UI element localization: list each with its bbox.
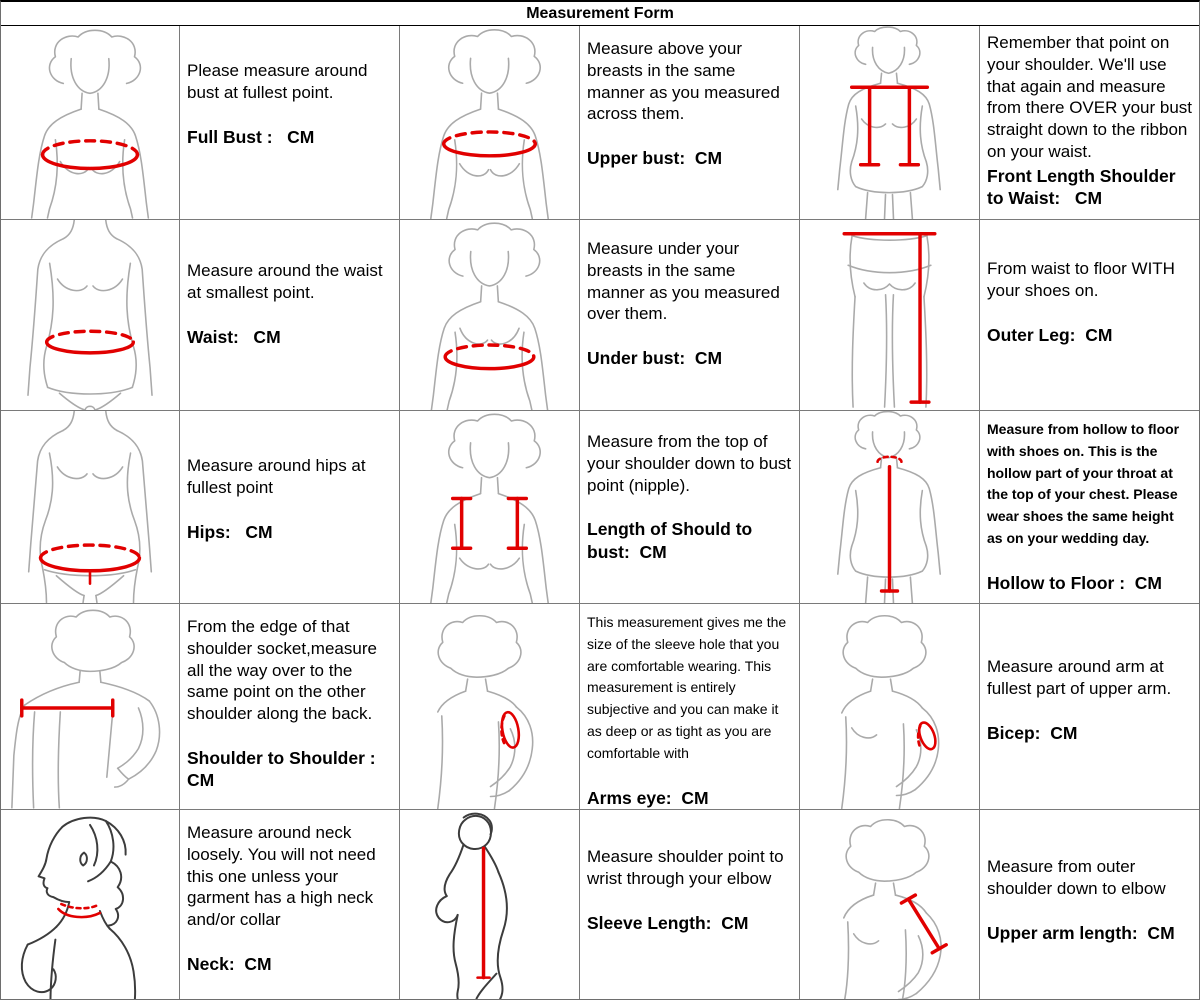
neck-figure bbox=[1, 810, 179, 1000]
figure-cell-sleeve-length bbox=[400, 810, 580, 1000]
text-cell-waist bbox=[180, 220, 400, 410]
figure-cell-bicep bbox=[800, 604, 980, 809]
measurement-label: Shoulder to Shoulder : CM bbox=[187, 747, 381, 791]
measurement-label: Outer Leg: CM bbox=[987, 324, 1113, 345]
row-1 bbox=[1, 26, 1199, 220]
row-3 bbox=[1, 411, 1199, 604]
outer-leg-figure bbox=[800, 220, 979, 410]
text-cell-outer-leg bbox=[980, 220, 1199, 410]
bicep-figure bbox=[800, 604, 979, 809]
shoulder-to-shoulder-figure bbox=[1, 604, 179, 809]
measurement-label: Length of Should to bust: CM bbox=[587, 519, 758, 562]
measurement-label: Sleeve Length: CM bbox=[587, 912, 749, 933]
measurement-label: Upper arm length: CM bbox=[987, 922, 1175, 943]
measurement-label: Upper bust: CM bbox=[587, 148, 723, 168]
measurement-description: This measurement gives me the size of the sleeve hole that you are comfortable wearing. This measurement is entirely subjective and you can make it as deep or as tight as you are comfortable with bbox=[587, 614, 791, 761]
figure-cell-under-bust bbox=[400, 220, 580, 410]
text-cell-sleeve-length bbox=[580, 810, 800, 1000]
row-2 bbox=[1, 220, 1199, 411]
measurement-description: Measure around arm at fullest part of upper arm. bbox=[987, 657, 1172, 698]
text-cell-shoulder-to-shoulder bbox=[180, 604, 400, 809]
text-cell-arms-eye bbox=[580, 604, 800, 809]
figure-cell-shoulder-to-bust bbox=[400, 411, 580, 603]
text-cell-bicep bbox=[980, 604, 1199, 809]
text-cell-upper-bust bbox=[580, 26, 800, 219]
page-title: Measurement Form bbox=[1, 2, 1199, 26]
hips-figure bbox=[1, 411, 179, 603]
measurement-description: Measure from hollow to floor with shoes on. This is the hollow part of your throat at the top of your chest. Please wear shoes the same height as on your wedding day. bbox=[987, 421, 1184, 547]
figure-cell-upper-bust bbox=[400, 26, 580, 219]
figure-cell-neck bbox=[1, 810, 180, 1000]
waist-figure bbox=[1, 220, 179, 410]
text-cell-hollow-to-floor bbox=[980, 411, 1199, 603]
sleeve-length-figure bbox=[400, 810, 579, 1000]
figure-cell-arms-eye bbox=[400, 604, 580, 809]
upper-arm-figure bbox=[800, 810, 979, 1000]
figure-cell-waist bbox=[1, 220, 180, 410]
text-cell-front-length bbox=[980, 26, 1199, 219]
measurement-label: Front Length Shoulder to Waist: CM bbox=[987, 165, 1181, 208]
measurement-description: Remember that point on your shoulder. We'll use that again and measure from there OVER your bust straight down to the ribbon on your waist. bbox=[987, 33, 1197, 161]
measurement-description: Measure around neck loosely. You will not need this one unless your garment has a high neck and/or collar bbox=[187, 823, 381, 929]
figure-cell-outer-leg bbox=[800, 220, 980, 410]
measurement-description: From waist to floor WITH your shoes on. bbox=[987, 259, 1180, 300]
figure-cell-hollow-to-floor bbox=[800, 411, 980, 603]
front-length-figure bbox=[800, 26, 979, 219]
text-cell-full-bust bbox=[180, 26, 400, 219]
measurement-label: Full Bust : CM bbox=[187, 126, 315, 147]
text-cell-neck bbox=[180, 810, 400, 1000]
measurement-description: From the edge of that shoulder socket,measure all the way over to the same point on the other shoulder along the back. bbox=[187, 617, 382, 723]
under-bust-figure bbox=[400, 220, 579, 410]
measurement-description: Please measure around bust at fullest point. bbox=[187, 61, 373, 102]
text-cell-under-bust bbox=[580, 220, 800, 410]
measurement-description: Measure shoulder point to wrist through your elbow bbox=[587, 847, 789, 888]
measurement-description: Measure under your breasts in the same manner as you measured over them. bbox=[587, 239, 785, 324]
measurement-label: Under bust: CM bbox=[587, 348, 723, 368]
figure-cell-full-bust bbox=[1, 26, 180, 219]
measurement-label: Neck: CM bbox=[187, 953, 272, 974]
measurement-label: Hollow to Floor : CM bbox=[987, 572, 1162, 593]
measurement-description: Measure from the top of your shoulder down to bust point (nipple). bbox=[587, 432, 796, 495]
shoulder-to-bust-figure bbox=[400, 411, 579, 603]
measurement-label: Arms eye: CM bbox=[587, 787, 709, 808]
row-4 bbox=[1, 604, 1199, 810]
figure-cell-front-length bbox=[800, 26, 980, 219]
figure-cell-shoulder-to-shoulder bbox=[1, 604, 180, 809]
hollow-to-floor-figure bbox=[800, 411, 979, 603]
measurement-description: Measure above your breasts in the same manner as you measured across them. bbox=[587, 39, 785, 124]
measurement-description: Measure around the waist at smallest point. bbox=[187, 261, 388, 302]
row-5 bbox=[1, 810, 1199, 1000]
text-cell-upper-arm bbox=[980, 810, 1199, 1000]
full-bust-figure bbox=[1, 26, 179, 219]
measurement-label: Waist: CM bbox=[187, 326, 281, 347]
figure-cell-upper-arm bbox=[800, 810, 980, 1000]
text-cell-shoulder-to-bust bbox=[580, 411, 800, 603]
upper-bust-figure bbox=[400, 26, 579, 219]
measurement-description: Measure around hips at fullest point bbox=[187, 456, 371, 497]
measurement-description: Measure from outer shoulder down to elbow bbox=[987, 857, 1166, 898]
figure-cell-hips bbox=[1, 411, 180, 603]
text-cell-hips bbox=[180, 411, 400, 603]
measurement-label: Bicep: CM bbox=[987, 722, 1078, 743]
measurement-label: Hips: CM bbox=[187, 521, 273, 542]
arms-eye-figure bbox=[400, 604, 579, 809]
